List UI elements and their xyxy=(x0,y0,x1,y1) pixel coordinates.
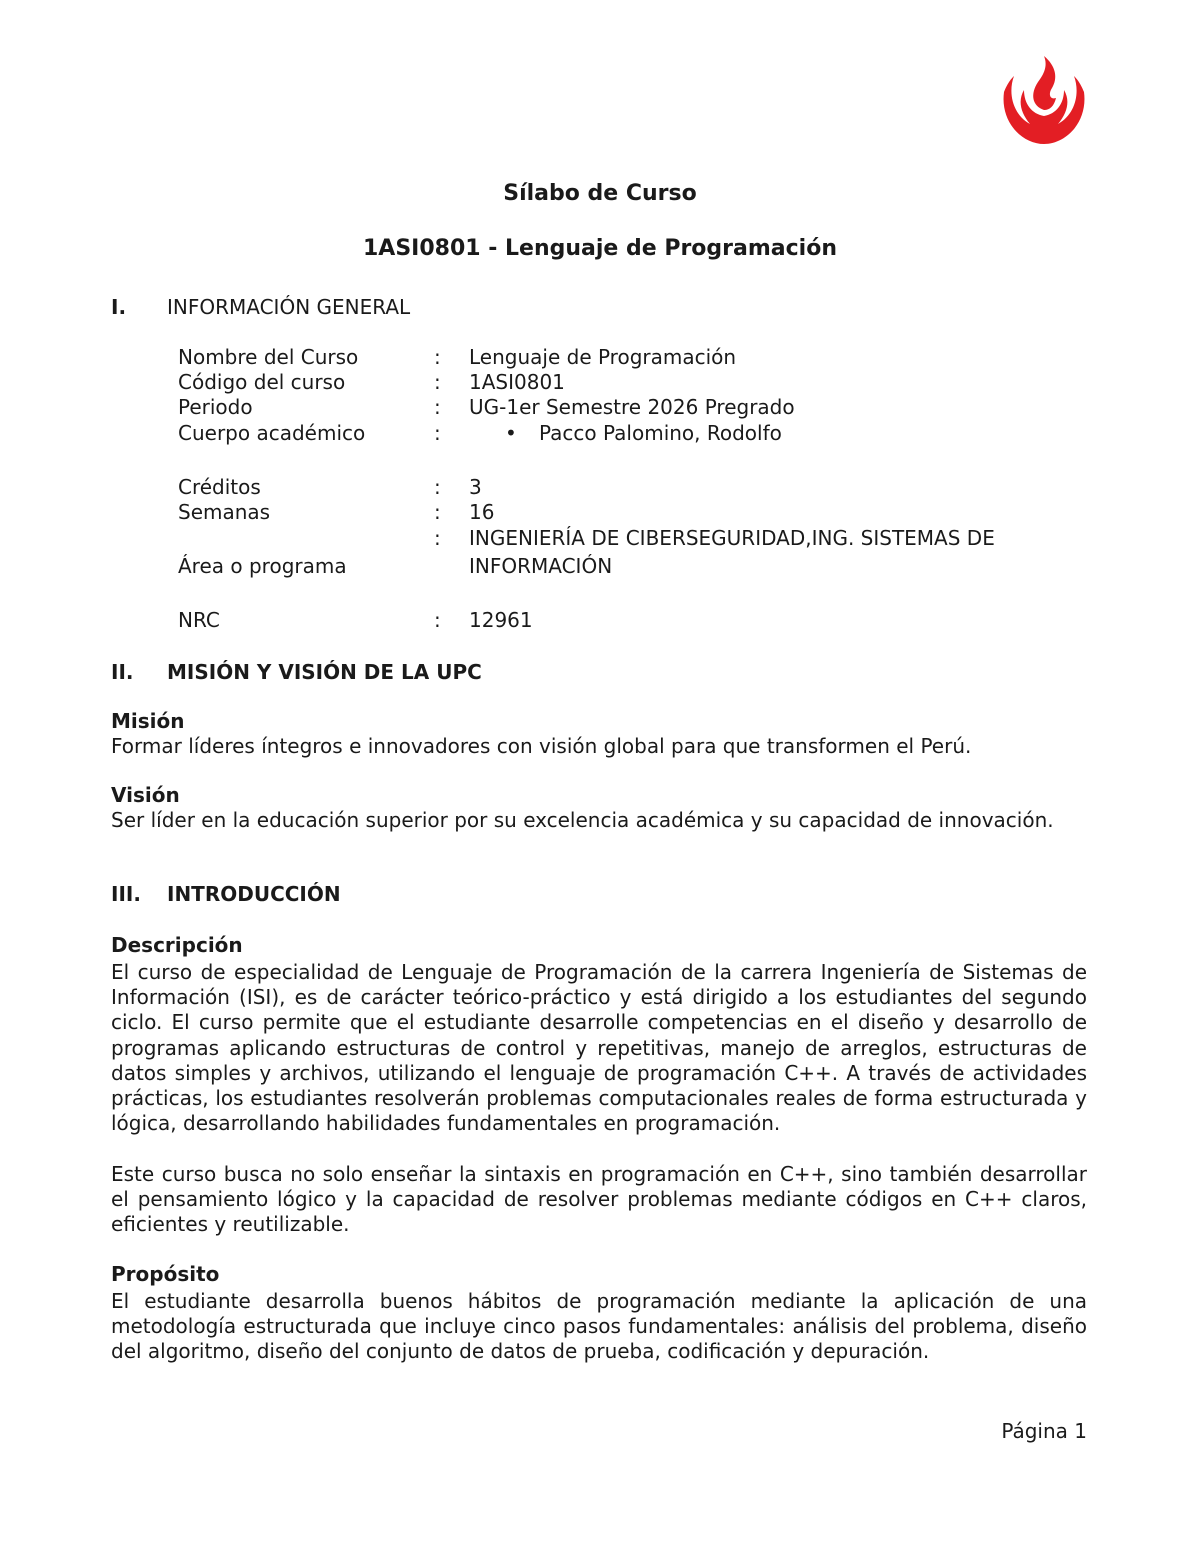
label-weeks: Semanas xyxy=(178,500,271,524)
label-course-name: Nombre del Curso xyxy=(178,345,359,369)
colon: : xyxy=(434,526,441,550)
section-number: I. xyxy=(111,295,127,319)
value-course-code: 1ASI0801 xyxy=(469,370,565,394)
page-number: Página 1 xyxy=(1001,1419,1087,1443)
value-area-line1: INGENIERÍA DE CIBERSEGURIDAD,ING. SISTEMAS DE xyxy=(469,526,995,550)
colon: : xyxy=(434,370,441,394)
section-title: INTRODUCCIÓN xyxy=(167,882,341,906)
label-nrc: NRC xyxy=(178,608,220,632)
description-heading: Descripción xyxy=(111,933,243,957)
section-heading-introduction xyxy=(111,882,341,906)
label-credits: Créditos xyxy=(178,475,261,499)
bullet: • xyxy=(505,421,517,445)
value-nrc: 12961 xyxy=(469,608,533,632)
faculty-list-item xyxy=(505,421,782,445)
value-course-name: Lenguaje de Programación xyxy=(469,345,737,369)
section-heading-mission-vision xyxy=(111,660,482,684)
section-heading-general-info xyxy=(111,295,410,319)
colon: : xyxy=(434,345,441,369)
colon: : xyxy=(434,500,441,524)
purpose-heading: Propósito xyxy=(111,1262,220,1286)
vision-heading: Visión xyxy=(111,783,180,807)
value-credits: 3 xyxy=(469,475,482,499)
description-paragraph-2: Este curso busca no solo enseñar la sintaxis en programación en C++, sino también desarrollar el pensamiento lógico y la capacidad de resolver problemas mediante códigos en C++ claros, eficientes y reutilizable. xyxy=(111,1162,1087,1237)
value-weeks: 16 xyxy=(469,500,495,524)
label-area: Área o programa xyxy=(178,554,347,578)
upc-flame-logo-icon xyxy=(996,52,1092,148)
course-title: 1ASI0801 - Lenguaje de Programación xyxy=(362,236,837,261)
section-title: INFORMACIÓN GENERAL xyxy=(167,295,411,319)
mission-text: Formar líderes íntegros e innovadores con visión global para que transformen el Perú. xyxy=(111,734,972,758)
value-faculty: Pacco Palomino, Rodolfo xyxy=(539,421,782,445)
colon: : xyxy=(434,475,441,499)
document-title: Sílabo de Curso xyxy=(503,181,697,206)
mission-heading: Misión xyxy=(111,709,185,733)
colon: : xyxy=(434,421,441,445)
description-paragraph-1: El curso de especialidad de Lenguaje de Programación de la carrera Ingeniería de Sistemas de Información (ISI), es de carácter teórico-práctico y está dirigido a los estudiantes del segundo ciclo. El curso permite que el estudiante desarrolle competencias en el diseño y desarrollo de programas aplicando estructuras de control y repetitivas, manejo de arreglos, estructuras de datos simples y archivos, utilizando el lenguaje de programación C++. A través de actividades prácticas, los estudiantes resolverán problemas computacionales reales de forma estructurada y lógica, desarrollando habilidades fundamentales en programación. xyxy=(111,960,1087,1136)
label-faculty: Cuerpo académico xyxy=(178,421,366,445)
value-period: UG-1er Semestre 2026 Pregrado xyxy=(469,395,795,419)
value-area-line2: INFORMACIÓN xyxy=(469,554,613,578)
vision-text: Ser líder en la educación superior por su excelencia académica y su capacidad de innovación. xyxy=(111,808,1054,832)
label-course-code: Código del curso xyxy=(178,370,346,394)
label-period: Periodo xyxy=(178,395,253,419)
purpose-text: El estudiante desarrolla buenos hábitos de programación mediante la aplicación de una metodología estructurada que incluye cinco pasos fundamentales: análisis del problema, diseño del algoritmo, diseño del conjunto de datos de prueba, codificación y depuración. xyxy=(111,1289,1087,1364)
section-number: III. xyxy=(111,882,141,906)
colon: : xyxy=(434,608,441,632)
section-title: MISIÓN Y VISIÓN DE LA UPC xyxy=(167,660,482,684)
section-number: II. xyxy=(111,660,134,684)
colon: : xyxy=(434,395,441,419)
